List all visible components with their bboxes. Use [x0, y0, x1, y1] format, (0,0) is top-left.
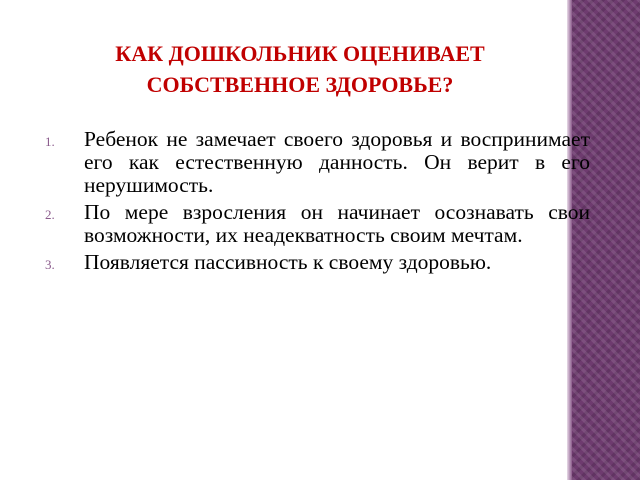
list-item-number: 1. — [45, 134, 55, 149]
list-item-text: По мере взросления он начинает осознавать свои возможности, их неадекватность своим мечтам. — [84, 200, 590, 247]
list-item-text: Ребенок не замечает своего здоровья и воспринимает его как естественную данность. Он верит в его нерушимость. — [84, 127, 590, 197]
list-item — [28, 251, 590, 274]
title-line-1: КАК ДОШКОЛЬНИК ОЦЕНИВАЕТ — [115, 41, 485, 66]
list-item-number: 2. — [45, 207, 55, 222]
list-item — [28, 201, 590, 247]
numbered-list — [28, 128, 590, 278]
list-item-text: Появляется пассивность к своему здоровью. — [84, 250, 492, 274]
list-item-number: 3. — [45, 257, 55, 272]
list-item — [28, 128, 590, 197]
title-line-2: СОБСТВЕННОЕ ЗДОРОВЬЕ? — [146, 72, 454, 97]
slide-title — [40, 38, 560, 100]
